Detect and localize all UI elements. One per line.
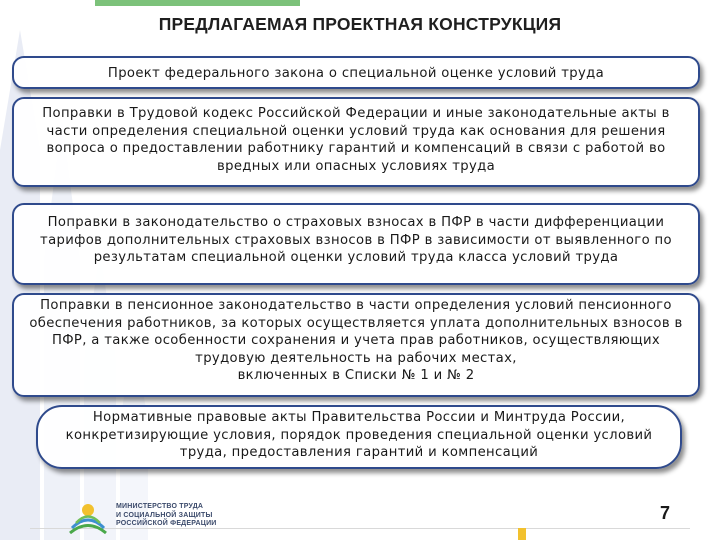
ministry-name <box>116 503 217 529</box>
item-box-labor-code <box>12 97 700 187</box>
item-text: Поправки в законодательство о страховых взносах в ПФР в части дифференциации тарифов дополнительных страховых взносов в ПФР в зависимости от выявленного по результатам специальной оценки условий труда класса условий труда <box>40 215 672 266</box>
item-box-insurance <box>12 203 700 285</box>
item-text: Поправки в пенсионное законодательство в части определения условий пенсионного обеспечения работников, за которых осуществляется уплата дополнительных взносов в ПФР, а также особенности сохранения и учета прав работников, осуществляющих трудовую деятельность на рабочих местах, <box>29 298 683 366</box>
item-box-federal-law <box>12 56 700 89</box>
item-text-line2: включенных в Списки № 1 и № 2 <box>237 368 475 384</box>
slide-title: ПРЕДЛАГАЕМАЯ ПРОЕКТНАЯ КОНСТРУКЦИЯ <box>158 14 562 34</box>
item-box-pension <box>12 293 700 397</box>
header-accent-bar <box>95 0 300 6</box>
item-box-regulations <box>36 405 682 469</box>
ministry-logo-icon <box>68 498 108 536</box>
footer-accent <box>518 528 526 540</box>
ministry-line: И СОЦИАЛЬНОЙ ЗАЩИТЫ <box>116 511 213 519</box>
item-text: Нормативные правовые акты Правительства России и Минтруда России, конкретизирующие условия, порядок проведения специальной оценки условий труда, предоставления гарантий и компенсаций <box>65 410 653 461</box>
item-text: Поправки в Трудовой кодекс Российской Федерации и иные законодательные акты в части определения специальной оценки условий труда как основания для решения вопроса о предоставлении работнику гарантий и компенсаций в связи с работой во вредных или опасных условиях труда <box>42 106 670 174</box>
page-number: 7 <box>660 503 671 523</box>
ministry-line: РОССИЙСКОЙ ФЕДЕРАЦИИ <box>116 520 217 527</box>
item-text: Проект федерального закона о специальной оценке условий труда <box>107 66 605 81</box>
ministry-line: МИНИСТЕРСТВО ТРУДА <box>116 503 204 510</box>
